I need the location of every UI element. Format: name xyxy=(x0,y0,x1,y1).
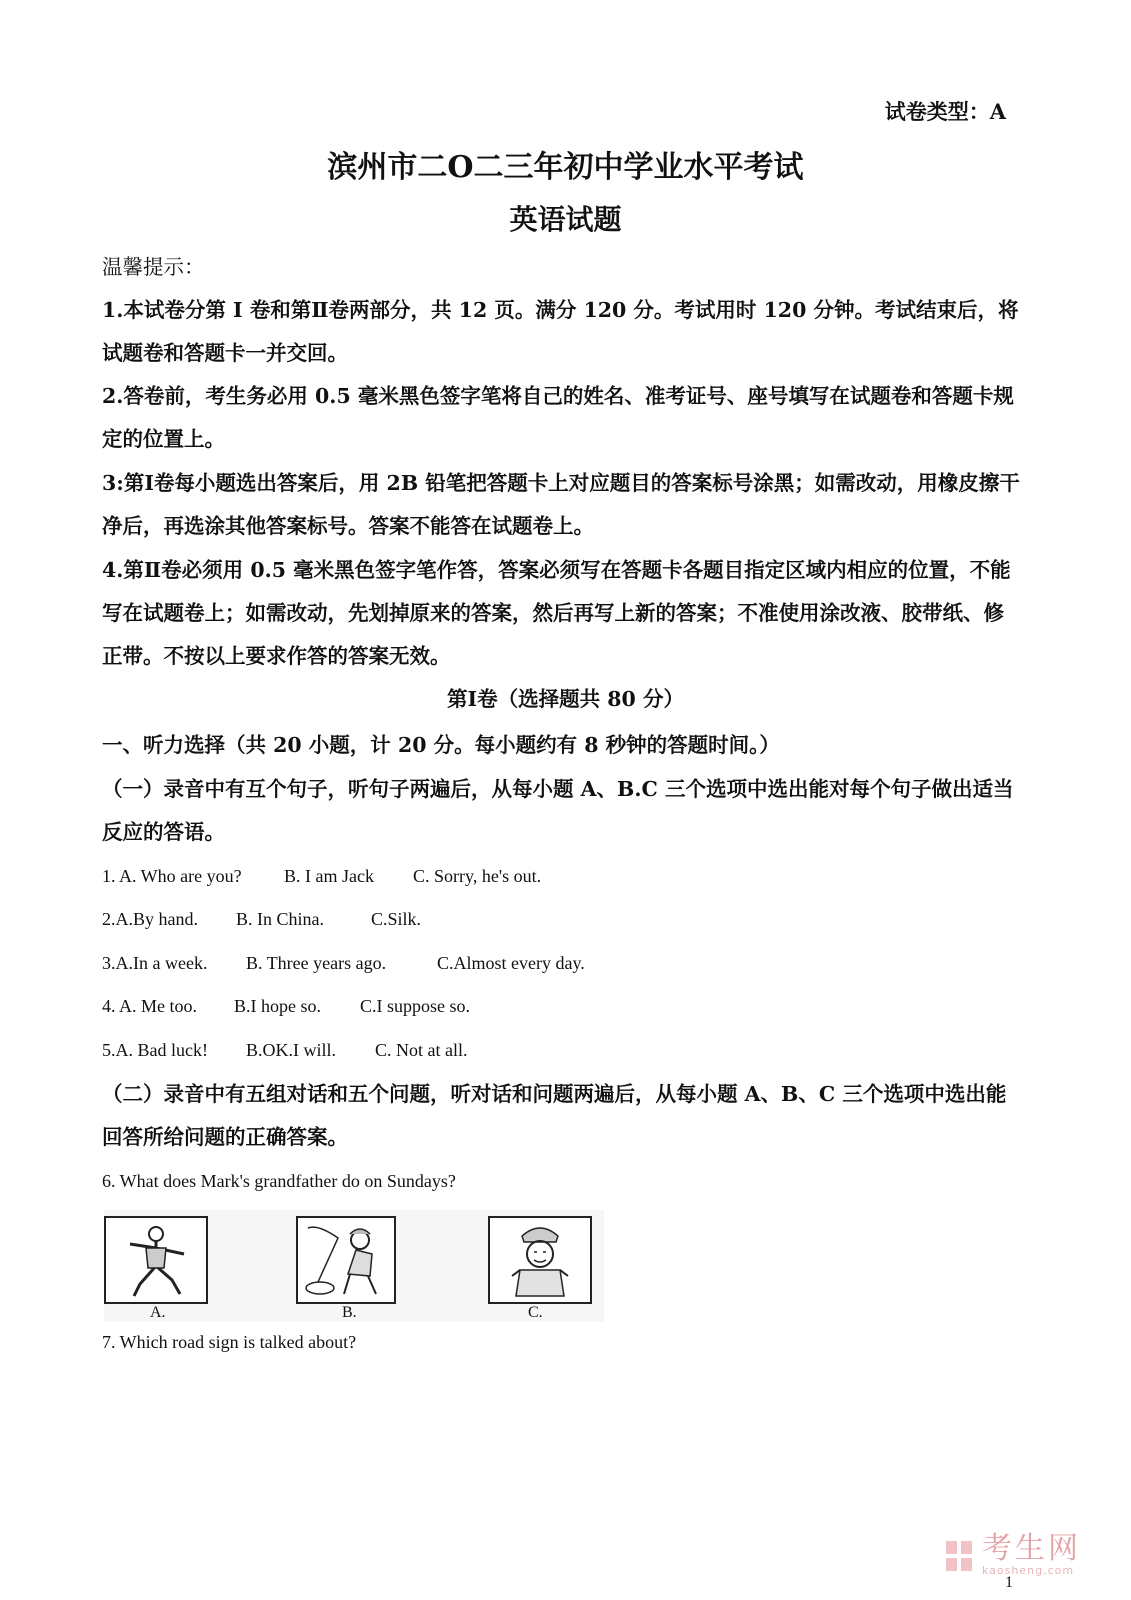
paper-type: 试卷类型：A xyxy=(884,99,1006,124)
option-b: B. I am Jack xyxy=(284,866,374,886)
taichi-picture xyxy=(104,1216,208,1304)
part1-heading: 第Ⅰ卷（选择题共 80 分） xyxy=(447,687,684,711)
question-6: 6. What does Mark's grandfather do on Sundays? xyxy=(102,1171,456,1191)
question-7: 7. Which road sign is talked about? xyxy=(102,1332,357,1352)
notice-item-3: 3:第Ⅰ卷每小题选出答案后，用 2B 铅笔把答题卡上对应题目的答案标号涂黑；如需改动，用橡皮擦干净后，再选涂其他答案标号。答案不能答在试题卷上。 xyxy=(102,471,1020,538)
notice-heading: 温馨提示： xyxy=(102,255,205,279)
option-a: 5.A. Bad luck! xyxy=(102,1040,208,1060)
option-c: C. Sorry, he's out. xyxy=(413,866,542,886)
section1-heading: 一、听力选择（共 20 小题，计 20 分。每小题约有 8 秒钟的答题时间。） xyxy=(102,733,780,757)
page-number: 1 xyxy=(1005,1574,1013,1591)
question-2 xyxy=(102,909,421,930)
sub2-instructions: （二）录音中有五组对话和五个问题，听对话和问题两遍后，从每小题 A、B、C 三个选项中选出能回答所给问题的正确答案。 xyxy=(102,1082,1007,1149)
option-b: B. In China. xyxy=(236,909,324,929)
option-b: B.I hope so. xyxy=(234,996,321,1016)
option-a: 3.A.In a week. xyxy=(102,953,208,973)
picture-label-a: A. xyxy=(150,1304,166,1321)
option-b: B.OK.I will. xyxy=(246,1040,336,1060)
exam-subtitle: 英语试题 xyxy=(509,203,622,236)
sub1-instructions: （一）录音中有互个句子，听句子两遍后，从每小题 A、B.C 三个选项中选出能对每个句子做出适当反应的答语。 xyxy=(102,777,1014,844)
question-3 xyxy=(102,953,585,974)
notice-item-4: 4.第Ⅱ卷必须用 0.5 毫米黑色签字笔作答，答案必须写在答题卡各题目指定区域内相应的位置，不能写在试题卷上；如需改动，先划掉原来的答案，然后再写上新的答案；不准使用涂改液、胶带纸、修正带。不按以上要求作答的答案无效。 xyxy=(102,558,1011,668)
question-1 xyxy=(102,866,541,887)
exam-title: 滨州市二O二三年初中学业水平考试 xyxy=(327,150,804,185)
fishing-icon xyxy=(298,1218,394,1302)
option-c: C.Silk. xyxy=(371,909,422,929)
question-4 xyxy=(102,996,470,1017)
picture-label-c: C. xyxy=(528,1304,543,1321)
watermark-url: kaosheng.com xyxy=(982,1564,1075,1577)
option-c: C. Not at all. xyxy=(375,1040,468,1060)
option-a: 1. A. Who are you? xyxy=(102,866,242,886)
fishing-picture xyxy=(296,1216,396,1304)
question-5 xyxy=(102,1040,468,1061)
opera-icon xyxy=(490,1218,590,1302)
watermark xyxy=(944,1531,1081,1577)
notice-item-1: 1.本试卷分第 I 卷和第Ⅱ卷两部分，共 12 页。满分 120 分。考试用时 120 分钟。考试结束后，将试题卷和答题卡一并交回。 xyxy=(102,298,1019,365)
watermark-text: 考生网 xyxy=(982,1531,1081,1566)
option-c: C.Almost every day. xyxy=(437,953,585,973)
taichi-icon xyxy=(106,1218,206,1302)
watermark-logo-icon xyxy=(944,1539,974,1573)
option-a: 4. A. Me too. xyxy=(102,996,198,1016)
notice-item-2: 2.答卷前，考生务必用 0.5 毫米黑色签字笔将自己的姓名、准考证号、座号填写在试题卷和答题卡规定的位置上。 xyxy=(102,384,1014,451)
opera-picture xyxy=(488,1216,592,1304)
option-b: B. Three years ago. xyxy=(246,953,387,973)
option-c: C.I suppose so. xyxy=(360,996,471,1016)
option-a: 2.A.By hand. xyxy=(102,909,198,929)
picture-label-b: B. xyxy=(342,1304,357,1321)
